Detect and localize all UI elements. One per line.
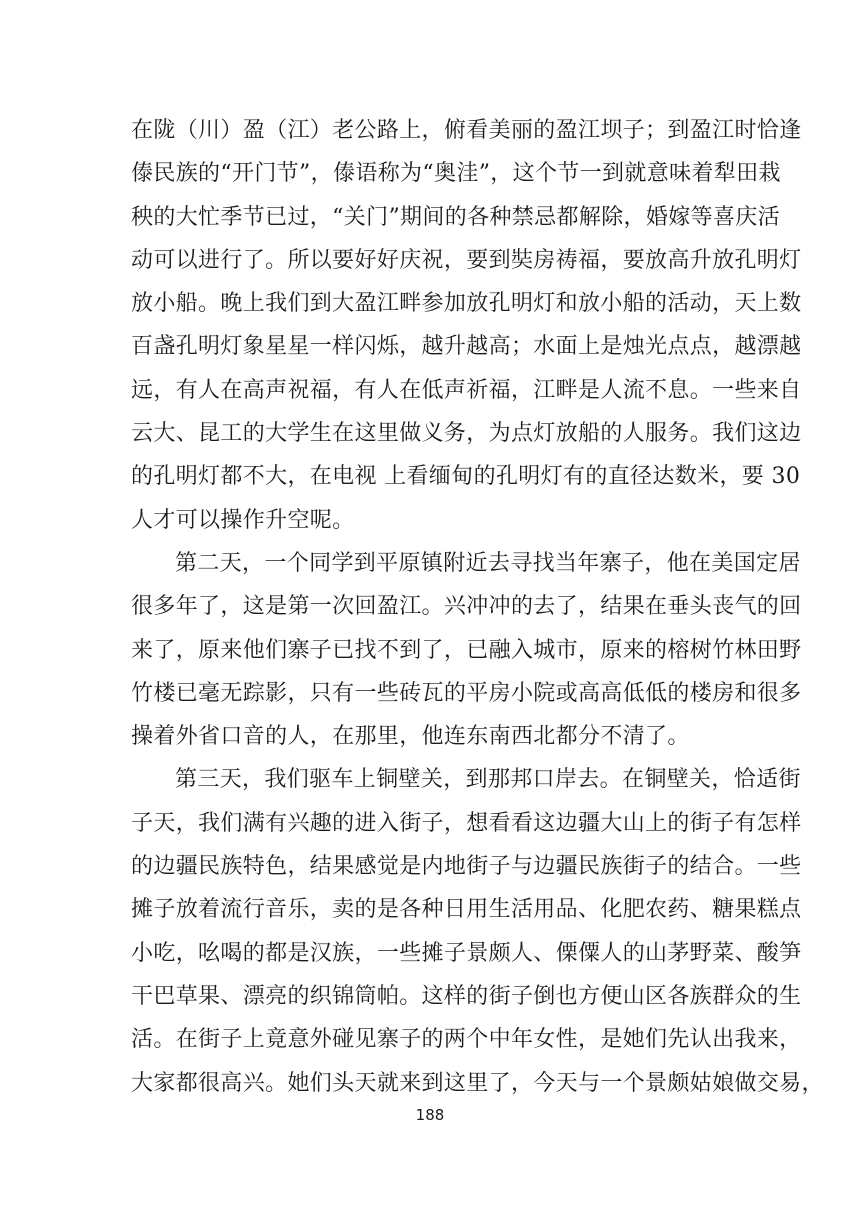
text-line: 云大、昆工的大学生在这里做义务，为点灯放船的人服务。我们这边 xyxy=(131,421,802,447)
text-line: 的孔明灯都不大，在电视 上看缅甸的孔明灯有的直径达数米，要 30 xyxy=(131,464,801,490)
text-line: 第二天，一个同学到平原镇附近去寻找当年寨子，他在美国定居 xyxy=(175,550,801,576)
text-line: 子天，我们满有兴趣的进入街子，想看看这边疆大山上的街子有怎样 xyxy=(131,810,802,836)
text-line: 第三天，我们驱车上铜壁关，到那邦口岸去。在铜壁关，恰适街 xyxy=(175,767,801,793)
text-line: 摊子放着流行音乐，卖的是各种日用生活用品、化肥农药、糖果糕点 xyxy=(131,897,802,923)
text-line: 的边疆民族特色，结果感觉是内地街子与边疆民族街子的结合。一些 xyxy=(131,854,802,880)
text-line: 竹楼已毫无踪影，只有一些砖瓦的平房小院或高高低低的楼房和很多 xyxy=(131,680,802,706)
text-line: 大家都很高兴。她们头天就来到这里了，今天与一个景颇姑娘做交易， xyxy=(131,1070,824,1096)
text-line: 人才可以操作升空呢。 xyxy=(131,507,355,533)
text-line: 活。在街子上竟意外碰见寨子的两个中年女性，是她们先认出我来， xyxy=(131,1027,802,1053)
body-text xyxy=(131,109,824,1105)
text-line: 秧的大忙季节已过，“关门”期间的各种禁忌都解除，婚嫁等喜庆活 xyxy=(131,204,780,230)
text-line: 放小船。晚上我们到大盈江畔参加放孔明灯和放小船的活动，天上数 xyxy=(131,291,802,317)
text-line: 动可以进行了。所以要好好庆祝，要到奘房祷福，要放高升放孔明灯 xyxy=(131,247,802,273)
text-line: 小吃，吆喝的都是汉族，一些摊子景颇人、傈僳人的山茅野菜、酸笋 xyxy=(131,940,802,966)
page-number: 188 xyxy=(415,1106,445,1124)
text-line: 来了，原来他们寨子已找不到了，已融入城市，原来的榕树竹林田野 xyxy=(131,637,802,663)
text-line: 很多年了，这是第一次回盈江。兴冲冲的去了，结果在垂头丧气的回 xyxy=(131,594,802,620)
text-line: 操着外省口音的人，在那里，他连东南西北都分不清了。 xyxy=(131,724,690,750)
text-line: 傣民族的“开门节”，傣语称为“奥洼”，这个节一到就意味着犁田栽 xyxy=(131,161,781,187)
text-line: 干巴草果、漂亮的织锦筒帕。这样的街子倒也方便山区各族群众的生 xyxy=(131,983,802,1009)
text-line: 在陇（川）盈（江）老公路上，俯看美丽的盈江坝子；到盈江时恰逢 xyxy=(131,118,802,143)
text-line: 远，有人在高声祝福，有人在低声祈福，江畔是人流不息。一些来自 xyxy=(131,377,802,403)
text-line: 百盏孔明灯象星星一样闪烁，越升越高；水面上是烛光点点，越漂越 xyxy=(131,334,802,360)
